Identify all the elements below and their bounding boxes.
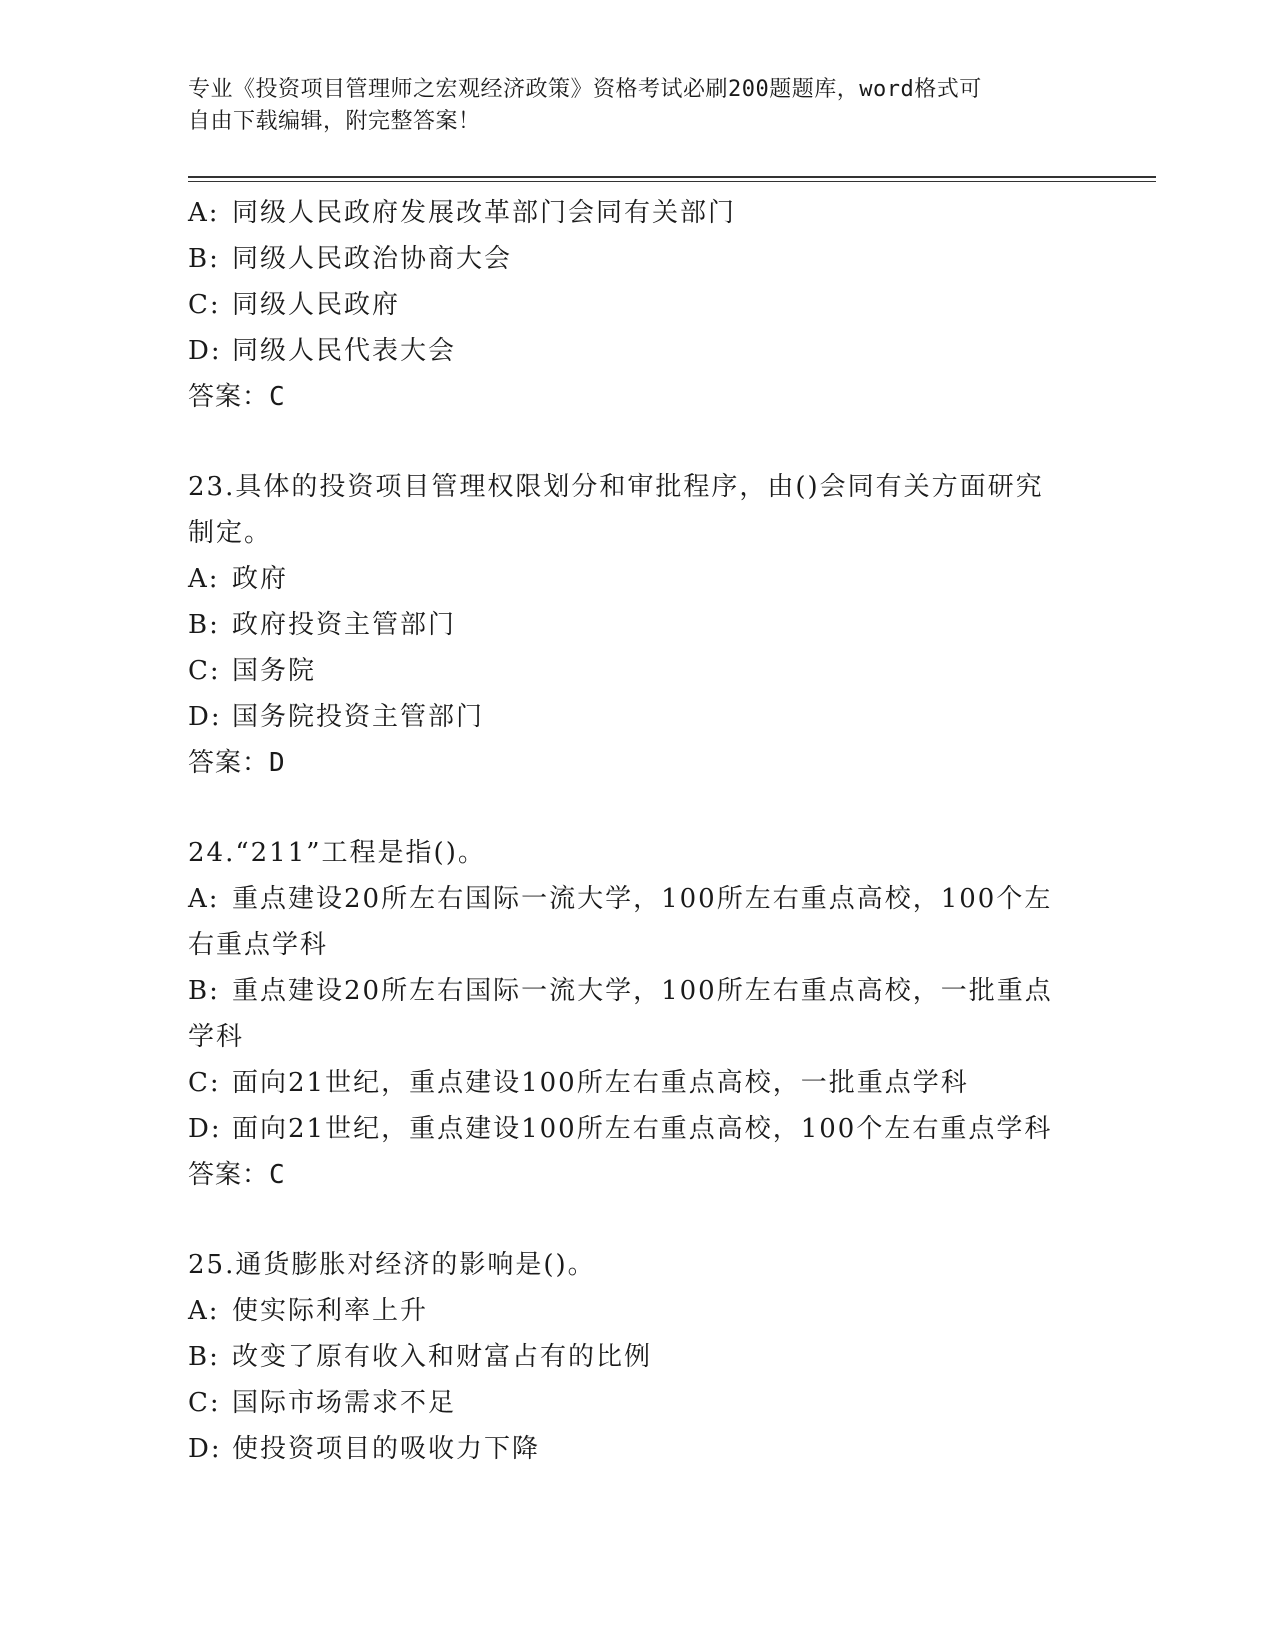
option-letter: A:	[188, 198, 220, 228]
option-text: 国际市场需求不足	[232, 1388, 457, 1418]
option-c	[188, 648, 1088, 694]
option-text: 重点建设20所左右国际一流大学，100所左右重点高校，100个左	[232, 884, 1053, 914]
option-text: 面向21世纪，重点建设100所左右重点高校，一批重点学科	[232, 1068, 969, 1098]
option-b	[188, 1334, 1088, 1380]
option-b	[188, 236, 1088, 282]
option-d	[188, 328, 1088, 374]
header-rule-thin	[188, 181, 1156, 182]
option-letter: C:	[188, 656, 221, 686]
option-a	[188, 556, 1088, 602]
answer-value: C	[269, 1160, 286, 1190]
option-text: 使实际利率上升	[232, 1296, 429, 1326]
option-a-continued: 右重点学科	[188, 930, 329, 960]
answer-label: 答案：	[188, 1160, 270, 1190]
option-letter: D:	[188, 1434, 222, 1464]
option-text: 同级人民代表大会	[232, 336, 457, 366]
option-b	[188, 968, 1088, 1014]
option-text: 面向21世纪，重点建设100所左右重点高校，100个左右重点学科	[232, 1114, 1053, 1144]
question-content	[188, 190, 1088, 1472]
spacer	[188, 1198, 1088, 1242]
option-letter: B:	[188, 976, 220, 1006]
option-a	[188, 876, 1088, 922]
question-25	[188, 1242, 1088, 1472]
option-text: 同级人民政府发展改革部门会同有关部门	[232, 198, 737, 228]
option-letter: C:	[188, 1068, 221, 1098]
option-letter: A:	[188, 1296, 220, 1326]
question-stem-line-2: 制定。	[188, 518, 273, 548]
header-line-2: 自由下载编辑，附完整答案！	[188, 109, 481, 134]
header-line-1: 专业《投资项目管理师之宏观经济政策》资格考试必刷200题题库，word格式可	[188, 77, 982, 102]
option-text: 同级人民政治协商大会	[232, 244, 513, 274]
option-letter: D:	[188, 1114, 222, 1144]
question-stem: 25.通货膨胀对经济的影响是()。	[188, 1250, 596, 1280]
spacer	[188, 786, 1088, 830]
option-text: 政府投资主管部门	[232, 610, 457, 640]
question-stem: 24.“211”工程是指()。	[188, 838, 486, 868]
option-text: 同级人民政府	[232, 290, 401, 320]
option-letter: A:	[188, 564, 220, 594]
document-header	[188, 74, 1088, 138]
question-stem-line-1: 23.具体的投资项目管理权限划分和审批程序，由()会同有关方面研究	[188, 472, 1044, 502]
option-c	[188, 1060, 1088, 1106]
option-letter: B:	[188, 1342, 220, 1372]
answer-label: 答案：	[188, 748, 270, 778]
option-text: 重点建设20所左右国际一流大学，100所左右重点高校，一批重点	[232, 976, 1053, 1006]
answer-value: C	[269, 382, 286, 412]
option-letter: A:	[188, 884, 220, 914]
answer-line	[188, 740, 1088, 786]
option-d	[188, 1106, 1088, 1152]
option-text: 政府	[232, 564, 289, 594]
option-b-continued: 学科	[188, 1022, 245, 1052]
answer-line	[188, 374, 1088, 420]
option-letter: B:	[188, 244, 220, 274]
option-d	[188, 694, 1088, 740]
answer-line	[188, 1152, 1088, 1198]
answer-value: D	[269, 748, 286, 778]
option-c	[188, 282, 1088, 328]
option-text: 国务院	[232, 656, 317, 686]
option-text: 国务院投资主管部门	[232, 702, 485, 732]
option-letter: D:	[188, 702, 222, 732]
option-text: 使投资项目的吸收力下降	[232, 1434, 541, 1464]
option-text: 改变了原有收入和财富占有的比例	[232, 1342, 653, 1372]
option-letter: B:	[188, 610, 220, 640]
option-b	[188, 602, 1088, 648]
option-letter: C:	[188, 1388, 221, 1418]
spacer	[188, 420, 1088, 464]
option-letter: D:	[188, 336, 222, 366]
question-24	[188, 830, 1088, 1198]
option-d	[188, 1426, 1088, 1472]
question-22	[188, 190, 1088, 420]
answer-label: 答案：	[188, 382, 270, 412]
option-letter: C:	[188, 290, 221, 320]
option-a	[188, 1288, 1088, 1334]
header-rule-thick	[188, 176, 1156, 178]
question-23	[188, 464, 1088, 786]
option-a	[188, 190, 1088, 236]
option-c	[188, 1380, 1088, 1426]
